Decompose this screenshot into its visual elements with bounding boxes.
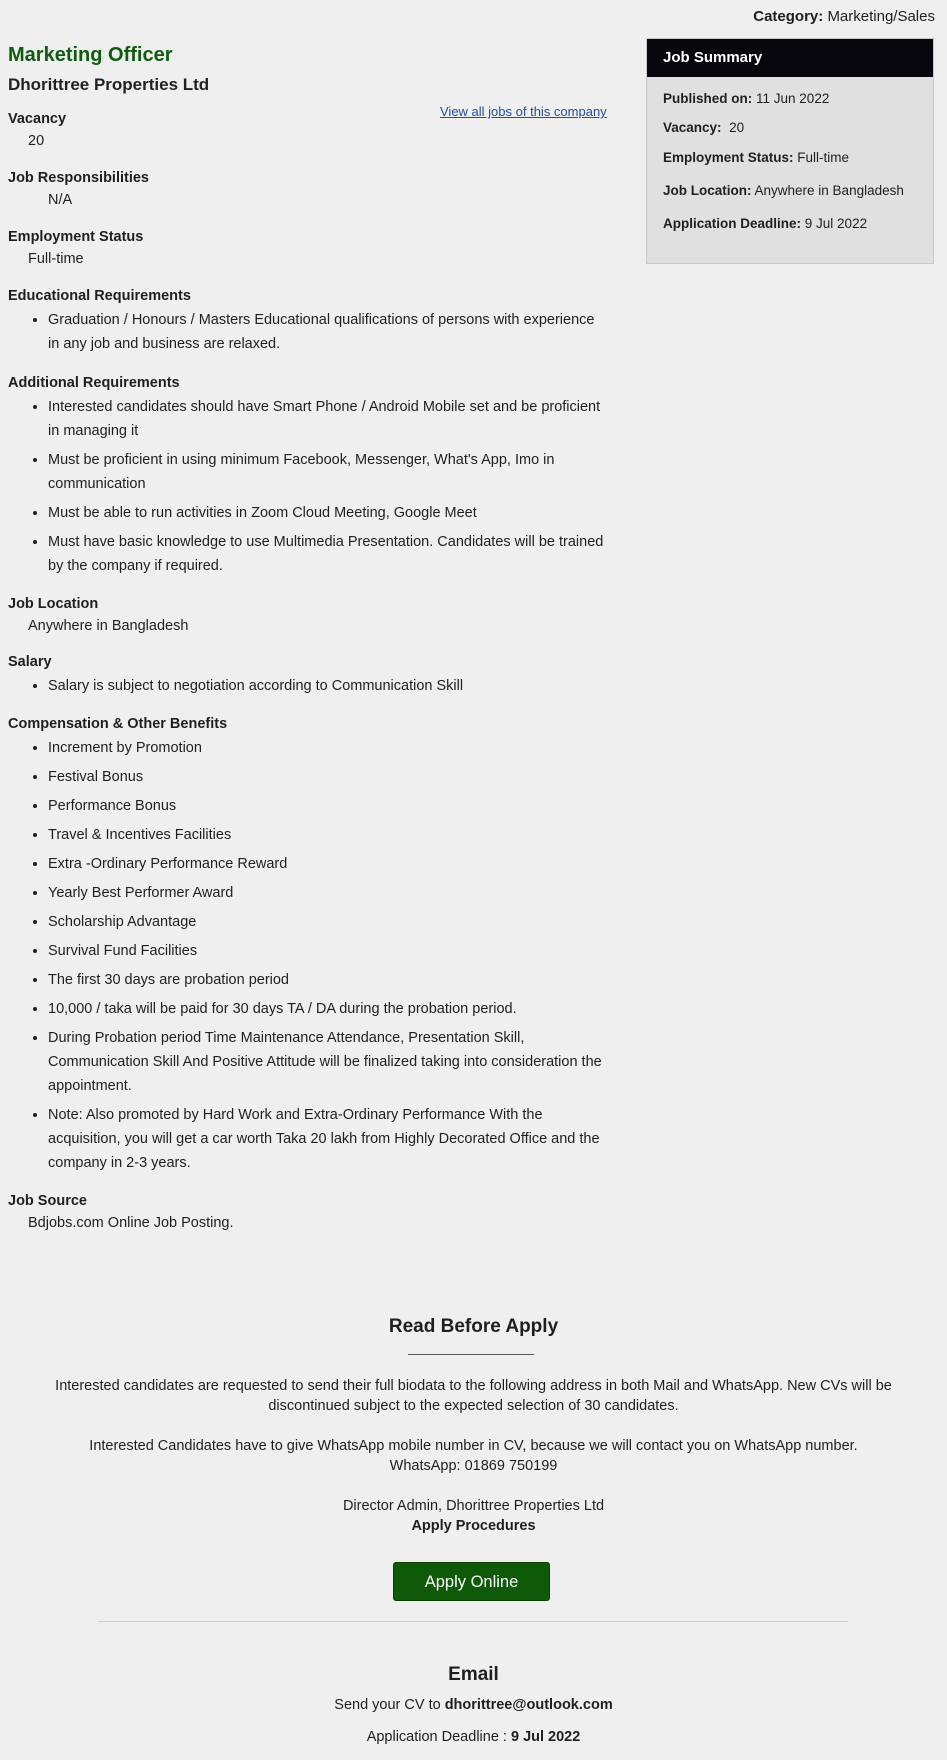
email-deadline-text: Application Deadline : — [366, 1729, 511, 1745]
email-address[interactable]: dhorittree@outlook.com — [444, 1697, 613, 1713]
list-item: • Yearly Best Performer Award — [48, 881, 608, 905]
instructions-line: discontinued subject to the expected selection of 30 candidates. — [268, 1398, 679, 1414]
divider — [98, 1621, 848, 1622]
email-deadline-value: 9 Jul 2022 — [510, 1729, 581, 1745]
summary-deadline-value: 9 Jul 2022 — [804, 216, 868, 231]
list-item: • Scholarship Advantage — [48, 910, 608, 934]
list-item: • Performance Bonus — [48, 794, 608, 818]
summary-published — [647, 89, 933, 109]
list-item: • Must be proficient in using minimum Facebook, Messenger, What's App, Imo in communication — [48, 448, 608, 496]
benefits-list — [8, 736, 608, 1175]
email-send-text: Send your CV to — [334, 1697, 445, 1713]
location-value: Anywhere in Bangladesh — [28, 618, 189, 634]
list-item: • 10,000 / taka will be paid for 30 days TA / DA during the probation period. — [48, 997, 608, 1021]
list-item: • Interested candidates should have Smart Phone / Android Mobile set and be proficient in managing it — [48, 395, 608, 443]
responsibilities-value: N/A — [48, 192, 73, 208]
divider — [408, 1354, 534, 1355]
summary-status-label: Employment Status: — [663, 150, 794, 165]
apply-procedures-heading: Apply Procedures — [411, 1518, 536, 1534]
job-summary-header: Job Summary — [647, 39, 933, 77]
category-line — [753, 8, 935, 25]
job-summary-panel — [646, 38, 934, 264]
additional-heading: Additional Requirements — [8, 375, 180, 391]
location-heading: Job Location — [8, 596, 99, 612]
company-name: Dhorittree Properties Ltd — [8, 75, 210, 94]
list-item: • Increment by Promotion — [48, 736, 608, 760]
summary-location-value: Anywhere in Bangladesh — [754, 183, 904, 198]
email-deadline-line — [0, 1727, 947, 1747]
category-value: Marketing/Sales — [827, 8, 935, 25]
instructions-line: Interested Candidates have to give WhatsApp mobile number in CV, because we will contact you on WhatsApp number. — [89, 1438, 858, 1454]
list-item: • Graduation / Honours / Masters Educational qualifications of persons with experience in any job and business are relaxed. — [48, 308, 608, 356]
list-item: • Must be able to run activities in Zoom Cloud Meeting, Google Meet — [48, 501, 608, 525]
signature-block — [0, 1496, 947, 1536]
email-send-line — [0, 1695, 947, 1715]
vacancy-value: 20 — [28, 133, 45, 149]
apply-online-button[interactable]: Apply Online — [393, 1562, 550, 1601]
whatsapp-number: WhatsApp: 01869 750199 — [389, 1458, 558, 1474]
list-item: • During Probation period Time Maintenance Attendance, Presentation Skill, Communication Skill And Positive Attitude will be finalized taking into consideration the appointment. — [48, 1026, 608, 1098]
education-heading: Educational Requirements — [8, 288, 191, 304]
view-all-jobs-link[interactable]: View all jobs of this company — [440, 104, 607, 119]
summary-status-value: Full-time — [797, 150, 850, 165]
signature: Director Admin, Dhorittree Properties Ltd — [342, 1498, 605, 1514]
list-item: • Festival Bonus — [48, 765, 608, 789]
job-title: Marketing Officer — [8, 44, 173, 66]
employment-status-value: Full-time — [28, 251, 84, 267]
source-heading: Job Source — [8, 1193, 87, 1209]
instructions-para-2 — [0, 1436, 947, 1476]
list-item: • Survival Fund Facilities — [48, 939, 608, 963]
list-item: • Travel & Incentives Facilities — [48, 823, 608, 847]
source-value: Bdjobs.com Online Job Posting. — [28, 1215, 234, 1231]
summary-published-label: Published on: — [663, 91, 753, 106]
summary-vacancy-label: Vacancy: — [663, 120, 722, 135]
summary-vacancy-value: 20 — [729, 120, 745, 135]
vacancy-heading: Vacancy — [8, 111, 67, 127]
employment-status-heading: Employment Status — [8, 229, 144, 245]
instructions-line: Interested candidates are requested to send their full biodata to the following address in both Mail and WhatsApp. New CVs will be — [55, 1378, 892, 1394]
summary-status — [647, 148, 933, 168]
email-title: Email — [448, 1664, 499, 1685]
category-label: Category: — [753, 8, 824, 25]
list-item: • Salary is subject to negotiation according to Communication Skill — [48, 674, 608, 698]
summary-vacancy — [647, 118, 933, 138]
benefits-heading: Compensation & Other Benefits — [8, 716, 228, 732]
job-details — [8, 44, 608, 1231]
additional-list — [8, 395, 608, 578]
salary-list — [8, 674, 608, 698]
list-item: • The first 30 days are probation period — [48, 968, 608, 992]
summary-deadline-label: Application Deadline: — [663, 216, 802, 231]
instructions-para-1 — [0, 1376, 947, 1416]
list-item: • Note: Also promoted by Hard Work and Extra-Ordinary Performance With the acquisition, you will get a car worth Taka 20 lakh from Highly Decorated Office and the company in 2-3 years. — [48, 1103, 608, 1175]
summary-location-label: Job Location: — [663, 183, 752, 198]
summary-deadline — [647, 214, 933, 234]
responsibilities-heading: Job Responsibilities — [8, 170, 149, 186]
summary-location — [647, 181, 933, 201]
list-item: • Extra -Ordinary Performance Reward — [48, 852, 608, 876]
salary-heading: Salary — [8, 654, 52, 670]
education-list — [8, 308, 608, 356]
list-item: • Must have basic knowledge to use Multimedia Presentation. Candidates will be trained by the company if required. — [48, 530, 608, 578]
summary-published-value: 11 Jun 2022 — [756, 91, 830, 106]
read-before-apply-title: Read Before Apply — [388, 1316, 559, 1337]
